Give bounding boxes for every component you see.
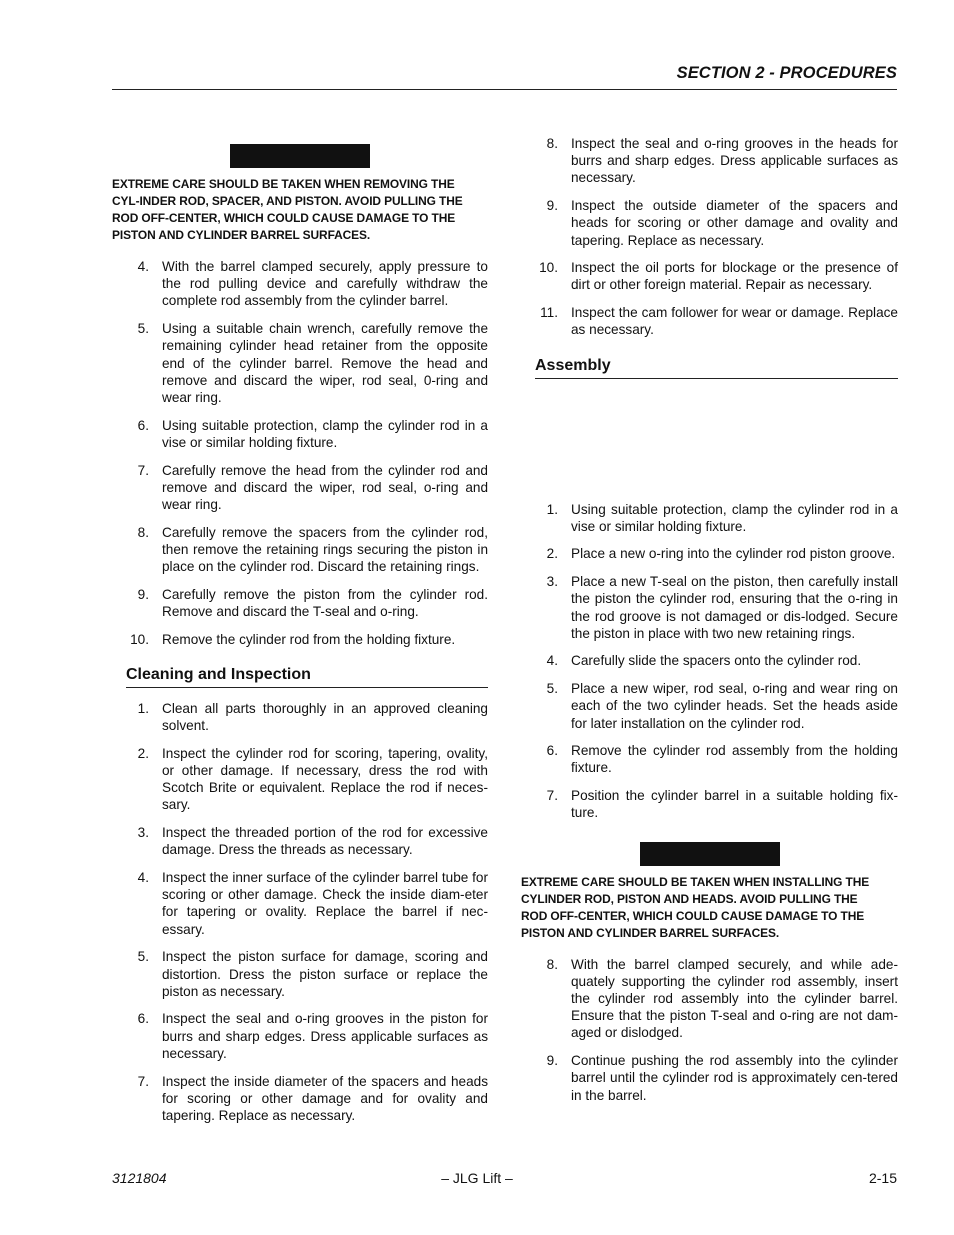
step-text: Carefully remove the spacers from the cylinder rod, then remove the retaining rings securing the piston in place on the cylinder rod. Discard the retaining rings. [162, 524, 488, 575]
step-text: Using a suitable chain wrench, carefully remove the remaining cylinder head retainer from the opposite end of the cylinder barrel. Remove the head and remove and discard the wiper, rod seal, 0-ring and wear ring. [162, 321, 488, 405]
step-text: Inspect the outside diameter of the spacers and heads for scoring or other damage and ovality and tapering. Replace as necessary. [571, 198, 898, 248]
step-text: Continue pushing the rod assembly into the cylinder barrel until the cylinder rod is approximately cen-tered in the barrel. [571, 1053, 898, 1103]
step-text: Place a new o-ring into the cylinder rod piston groove. [571, 546, 896, 562]
list-item [521, 956, 898, 1042]
install-steps [521, 956, 898, 1104]
list-item [521, 545, 898, 562]
step-number: 5. [546, 681, 558, 697]
list-item [112, 524, 488, 576]
step-number: 9. [546, 198, 558, 214]
step-text: With the barrel clamped securely, and while ade-quately supporting the cylinder rod assembly, insert the cylinder rod assembly into the cylinder barrel. Ensure that the piston T-seal and o-ring are not dam-aged or dislodged. [571, 956, 898, 1041]
caution-text: EXTREME CARE SHOULD BE TAKEN WHEN INSTALLING THE CYLINDER ROD, PISTON AND HEADS. AVOID PULLING THE ROD OFF-CENTER, WHICH COULD CAUSE DAMAGE TO THE PISTON AND CYLINDER BARREL SURFACES. [521, 874, 870, 940]
caution-label-bar [640, 842, 780, 866]
step-text: Inspect the cam follower for wear or damage. Replace as necessary. [571, 305, 898, 338]
list-item [112, 869, 488, 938]
caution-label-bar [230, 144, 370, 168]
caution-text: EXTREME CARE SHOULD BE TAKEN WHEN REMOVING THE CYL-INDER ROD, SPACER, AND PISTON. AVOID PULLING THE ROD OFF-CENTER, WHICH COULD CAUSE DAMAGE TO THE PISTON AND CYLINDER BARREL SURFACES. [112, 177, 463, 242]
step-text: Position the cylinder barrel in a suitable holding fix-ture. [571, 788, 898, 821]
step-number: 8. [546, 136, 558, 151]
step-number: 9. [137, 586, 149, 602]
step-text: Inspect the inside diameter of the spacers and heads for scoring or other damage and for ovality and tapering. Replace as necessary. [162, 1073, 488, 1123]
list-item [521, 304, 898, 338]
step-text: Carefully slide the spacers onto the cylinder rod. [571, 653, 862, 669]
list-item [521, 652, 898, 669]
step-text: Clean all parts thoroughly in an approved cleaning solvent. [162, 700, 488, 734]
step-number: 4. [137, 869, 149, 885]
list-item [112, 1073, 488, 1125]
left-column [112, 144, 488, 1135]
step-number: 5. [137, 949, 149, 965]
step-text: Carefully remove the piston from the cylinder rod. Remove and discard the T-seal and o-ring. [162, 586, 488, 619]
list-item [521, 501, 898, 535]
step-number: 6. [137, 417, 149, 433]
step-number: 2. [137, 745, 149, 761]
step-number: 11. [540, 305, 558, 321]
step-number: 7. [137, 462, 149, 478]
list-item [112, 745, 488, 814]
step-text: Using suitable protection, clamp the cylinder rod in a vise or similar holding fixture. [162, 417, 488, 450]
step-number: 2. [546, 546, 558, 562]
step-number: 4. [137, 259, 149, 274]
step-text: Inspect the piston surface for damage, scoring and distortion. Dress the piston surface or replace the piston as necessary. [162, 949, 488, 999]
right-column [521, 135, 898, 1114]
step-number: 9. [546, 1053, 558, 1069]
step-number: 10. [539, 260, 558, 276]
list-item [521, 787, 898, 821]
cleaning-heading: Cleaning and Inspection [126, 666, 488, 688]
step-text: Place a new wiper, rod seal, o-ring and wear ring on each of the two cylinder heads. Set the heads aside for later installation on the cylinder rod. [571, 681, 898, 731]
list-item [112, 631, 488, 648]
step-number: 4. [546, 653, 558, 669]
header-rule [112, 89, 897, 90]
list-item [112, 462, 488, 514]
list-item [112, 1010, 488, 1062]
list-item [521, 573, 898, 642]
step-number: 8. [137, 524, 149, 540]
list-item [112, 824, 488, 858]
step-text: Inspect the threaded portion of the rod for excessive damage. Dress the threads as necessary. [162, 825, 488, 858]
assembly-steps [521, 501, 898, 822]
step-text: With the barrel clamped securely, apply pressure to the rod pulling device and carefully withdraw the complete rod assembly from the cylinder barrel. [162, 259, 488, 309]
step-number: 1. [546, 501, 558, 517]
footer-center: – JLG Lift – [441, 1170, 513, 1186]
step-text: Inspect the cylinder rod for scoring, tapering, ovality, or other damage. If necessary, dress the rod with Scotch Brite or equivalent. Replace the rod if neces-sary. [162, 745, 488, 813]
page-number: 2-15 [868, 1170, 897, 1186]
step-number: 3. [137, 825, 149, 841]
list-item [112, 320, 488, 406]
step-text: Inspect the inner surface of the cylinder barrel tube for scoring or other damage. Check the inside diam-eter for tapering or ovality. Replace the barrel if nec-essary. [162, 869, 488, 937]
list-item [112, 258, 488, 310]
step-text: Remove the cylinder rod from the holding fixture. [162, 631, 456, 647]
step-number: 7. [546, 788, 558, 804]
step-number: 6. [137, 1011, 149, 1027]
step-text: Carefully remove the head from the cylinder rod and remove and discard the wiper, rod seal, o-ring and wear ring. [162, 462, 488, 512]
step-number: 1. [137, 700, 149, 716]
step-text: Inspect the oil ports for blockage or the presence of dirt or other foreign material. Repair as necessary. [571, 260, 898, 293]
list-item [521, 135, 898, 187]
step-number: 3. [546, 574, 558, 590]
step-text: Using suitable protection, clamp the cylinder rod in a vise or similar holding fixture. [571, 501, 898, 534]
step-text: Inspect the seal and o-ring grooves in the heads for burrs and sharp edges. Dress applicable surfaces as necessary. [571, 136, 898, 186]
list-item [112, 417, 488, 451]
step-text: Place a new T-seal on the piston, then carefully install the piston the cylinder rod, ensuring that the o-ring in the rod groove is not damaged or dis-lodged. Secure the piston in place with two new retaining rings. [571, 574, 898, 641]
list-item [112, 700, 488, 734]
list-item [521, 197, 898, 249]
step-number: 7. [137, 1073, 149, 1089]
step-text: Inspect the seal and o-ring grooves in the piston for burrs and sharp edges. Dress applicable surfaces as necessary. [162, 1011, 488, 1061]
step-text: Remove the cylinder rod assembly from the holding fixture. [571, 743, 898, 776]
list-item [112, 586, 488, 620]
removal-steps [112, 258, 488, 648]
list-item [521, 1052, 898, 1104]
step-number: 5. [137, 321, 149, 337]
cleaning-steps-continued [521, 135, 898, 339]
doc-number: 3121804 [112, 1170, 167, 1186]
assembly-heading: Assembly [535, 357, 898, 379]
step-number: 8. [546, 956, 558, 972]
list-item [521, 742, 898, 776]
list-item [112, 948, 488, 1000]
section-title: SECTION 2 - PROCEDURES [676, 64, 897, 82]
cleaning-steps [112, 700, 488, 1124]
step-number: 10. [130, 631, 149, 647]
list-item [521, 259, 898, 293]
list-item [521, 680, 898, 732]
step-number: 6. [546, 743, 558, 759]
